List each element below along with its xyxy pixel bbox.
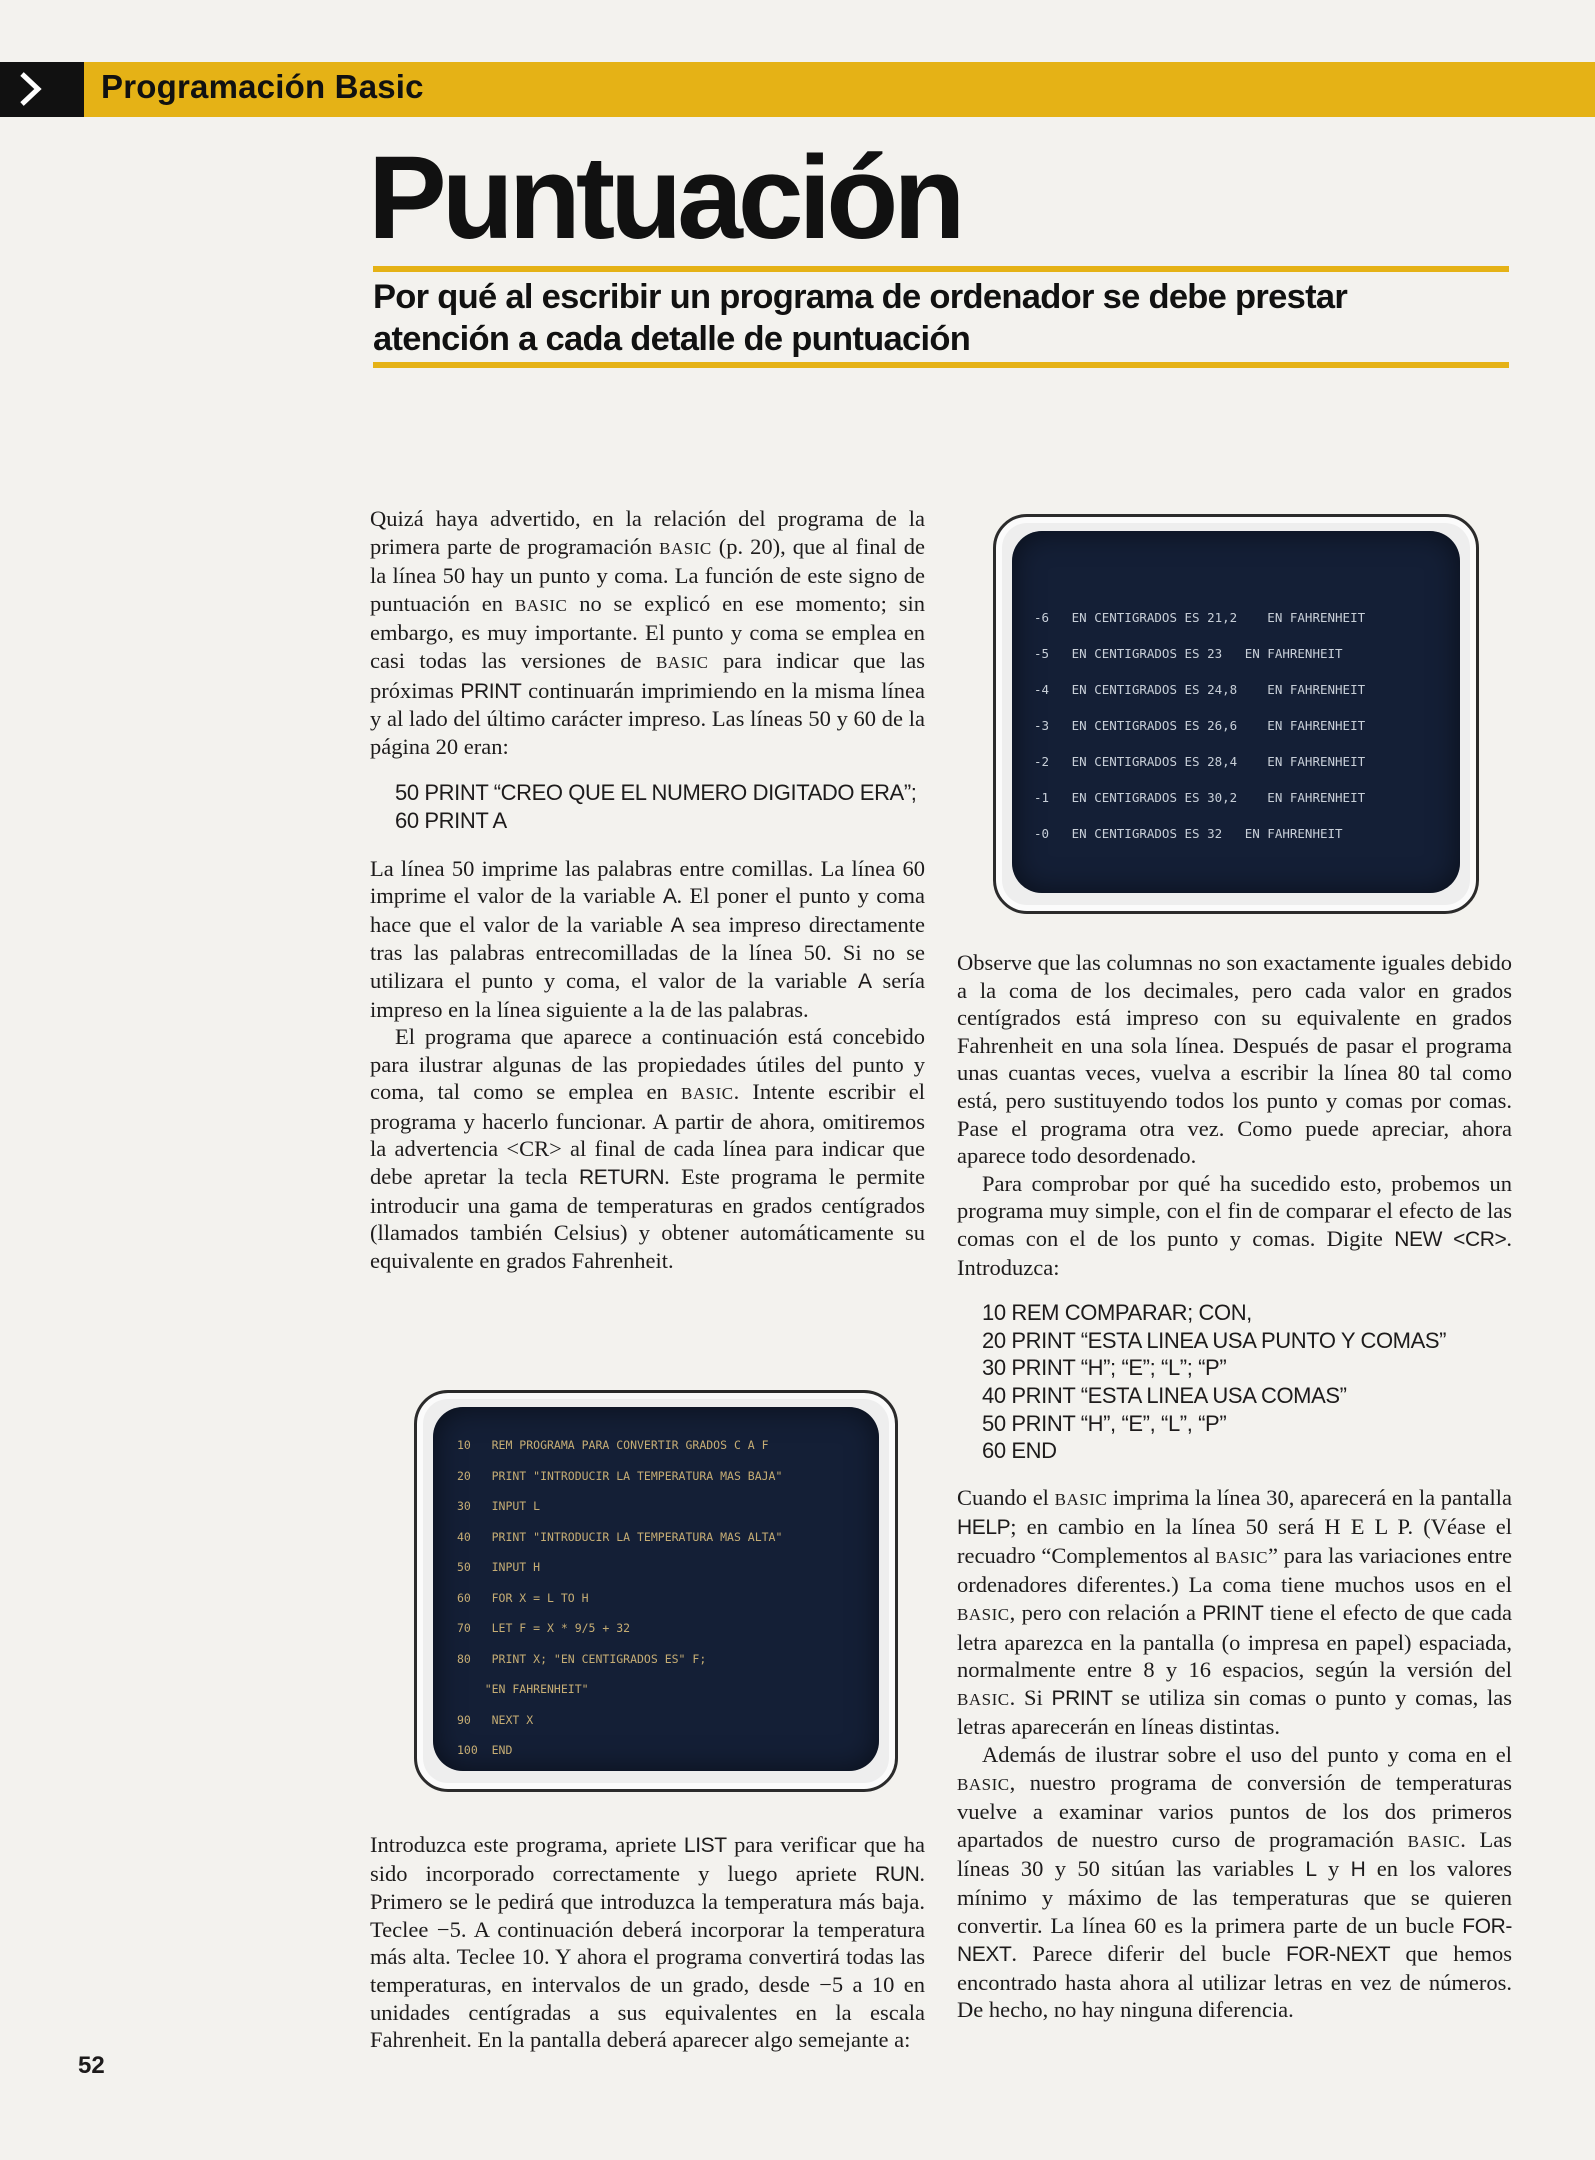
subtitle-line: atención a cada detalle de puntuación: [373, 320, 971, 358]
program-monitor: [414, 1390, 898, 1792]
screen-line: 100 END: [457, 1743, 513, 1757]
screen-line: -2 EN CENTIGRADOS ES 28,4 EN FAHRENHEIT: [1034, 754, 1366, 769]
code-line: 10 REM COMPARAR; CON,: [982, 1300, 1252, 1326]
body-paragraph: Además de ilustrar sobre el uso del punto y coma en el BASIC, nuestro programa de conversión de temperaturas vuelve a examinar varios puntos de los dos primeros apartados de nuestro curso de programación BASIC. Las líneas 30 y 50 sitúan las variables L y H en los valores mínimo y máximo de las temperaturas que se quieren convertir. La línea 60 es la primera parte de un bucle FOR-NEXT. Parece diferir del bucle FOR-NEXT que hemos encontrado hasta ahora al utilizar letras en vez de números. De hecho, no hay ninguna diferencia.: [957, 1742, 1513, 2023]
left-column: [370, 505, 925, 1274]
screen-line: 90 NEXT X: [457, 1712, 534, 1727]
screen-line: 50 INPUT H: [457, 1560, 541, 1574]
right-column: [957, 949, 1512, 2024]
section-banner: [0, 62, 1595, 117]
code-line: 40 PRINT “ESTA LINEA USA COMAS”: [982, 1382, 1347, 1408]
code-line: 60 END: [982, 1438, 1057, 1464]
screen-line: -6 EN CENTIGRADOS ES 21,2 EN FAHRENHEIT: [1034, 610, 1366, 625]
body-paragraph: Cuando el BASIC imprima la línea 30, aparecerá en la pantalla HELP; en cambio en la línea 50 será H E L P. (Véase el recuadro “Complementos al BASIC” para las variaciones entre ordenadores diferentes.) La coma tiene muchos usos en el BASIC, pero con relación a PRINT tiene el efecto de que cada letra aparezca en la pantalla (o impresa en papel) espaciada, normalmente entre 8 y 16 espacios, según la versión del BASIC. Si PRINT se utiliza sin comas o punto y comas, las letras aparecerán en líneas distintas.: [957, 1484, 1513, 1740]
code-line: 50 PRINT “CREO QUE EL NUMERO DIGITADO ERA”;: [395, 780, 917, 806]
program-screen: [433, 1407, 879, 1771]
screen-line: 20 PRINT "INTRODUCIR LA TEMPERATURA MAS BAJA": [457, 1468, 783, 1483]
subtitle-top-rule: [373, 266, 1509, 272]
body-paragraph: Observe que las columnas no son exactamente iguales debido a la coma de los decimales, pero cada valor en grados centígrados está impreso con su equivalente en grados Fahrenheit en una sola línea. Después de pasar el programa unas cuantas veces, vuelva a escribir la línea 80 tal como está, pero sustituyendo todos los punto y comas por comas. Pase el programa otra vez. Como puede apreciar, ahora aparece todo desordenado.: [957, 950, 1512, 1169]
code-line: 20 PRINT “ESTA LINEA USA PUNTO Y COMAS”: [982, 1327, 1447, 1353]
screen-line: -0 EN CENTIGRADOS ES 32 EN FAHRENHEIT: [1034, 826, 1343, 841]
code-line: 50 PRINT “H”, “E”, “L”, “P”: [982, 1410, 1227, 1436]
code-line: 60 PRINT A: [395, 807, 507, 833]
body-paragraph: Introduzca este programa, apriete LIST para verificar que ha sido incorporado correctamente y luego apriete RUN. Primero se le pedirá que introduzca la temperatura más baja. Teclee −5. A continuación deberá incorporar la temperatura más alta. Teclee 10. Y ahora el programa convertirá todas las temperaturas, en intervalos de un grado, desde −5 a 10 en unidades centígradas a sus equivalentes en la escala Fahrenheit. En la pantalla deberá aparecer algo semejante a:: [370, 1832, 925, 2053]
code-listing: [395, 779, 925, 834]
screen-line: -1 EN CENTIGRADOS ES 30,2 EN FAHRENHEIT: [1034, 790, 1366, 805]
body-paragraph: Para comprobar por qué ha sucedido esto, probemos un programa muy simple, con el fin de comparar el efecto de las comas con el de los punto y comas. Digite NEW <CR>. Introduzca:: [957, 1170, 1512, 1280]
output-screen: [1012, 531, 1460, 893]
screen-line: -4 EN CENTIGRADOS ES 24,8 EN FAHRENHEIT: [1034, 682, 1366, 697]
page-title: Puntuación: [368, 132, 961, 264]
screen-line: 80 PRINT X; "EN CENTIGRADOS ES" F;: [457, 1651, 707, 1666]
screen-line: -5 EN CENTIGRADOS ES 23 EN FAHRENHEIT: [1034, 646, 1343, 661]
screen-line: 40 PRINT "INTRODUCIR LA TEMPERATURA MAS ALTA": [457, 1529, 783, 1544]
screen-line: -3 EN CENTIGRADOS ES 26,6 EN FAHRENHEIT: [1034, 718, 1366, 733]
code-listing: [982, 1299, 1512, 1465]
screen-line: "EN FAHRENHEIT": [457, 1682, 589, 1696]
chevron-right-icon: [0, 62, 84, 117]
output-monitor: [993, 514, 1479, 914]
section-title: Programación Basic: [101, 68, 424, 105]
body-paragraph: La línea 50 imprime las palabras entre comillas. La línea 60 imprime el valor de la variable A. El poner el punto y coma hace que el valor de la variable A sea impreso directamente tras las palabras entrecomilladas de la línea 50. Si no se utilizara el punto y coma, el valor de la variable A sería impreso en la línea siguiente a la de las palabras.: [370, 855, 925, 1022]
screen-line: 10 REM PROGRAMA PARA CONVERTIR GRADOS C A F: [457, 1438, 769, 1452]
screen-line: 70 LET F = X * 9/5 + 32: [457, 1621, 631, 1635]
code-line: 30 PRINT “H”; “E”; “L”; “P”: [982, 1355, 1227, 1381]
page-number: 52: [78, 2052, 105, 2079]
left-column-bottom: [370, 1831, 925, 2054]
subtitle-bottom-rule: [373, 362, 1509, 368]
screen-line: 60 FOR X = L TO H: [457, 1590, 589, 1605]
screen-line: 30 INPUT L: [457, 1499, 541, 1513]
subtitle-line: Por qué al escribir un programa de ordenador se debe prestar: [373, 278, 1348, 316]
body-paragraph: El programa que aparece a continuación está concebido para ilustrar algunas de las propiedades útiles del punto y coma, tal como se emplea en BASIC. Intente escribir el programa y hacerlo funcionar. A partir de ahora, omitiremos la advertencia <CR> al final de cada línea para indicar que debe apretar la tecla RETURN. Este programa le permite introducir una gama de temperaturas en grados centígrados (llamados también Celsius) y obtener automáticamente su equivalente en grados Fahrenheit.: [370, 1024, 926, 1273]
page-subtitle: [373, 276, 1509, 360]
body-paragraph: Quizá haya advertido, en la relación del programa de la primera parte de programación BASIC (p. 20), que al final de la línea 50 hay un punto y coma. La función de este signo de puntuación en BASIC no se explicó en ese momento; sin embargo, es muy importante. El punto y coma se emplea en casi todas las versiones de BASIC para indicar que las próximas PRINT continuarán imprimiendo en la misma línea y al lado del último carácter impreso. Las líneas 50 y 60 de la página 20 eran:: [370, 506, 926, 759]
